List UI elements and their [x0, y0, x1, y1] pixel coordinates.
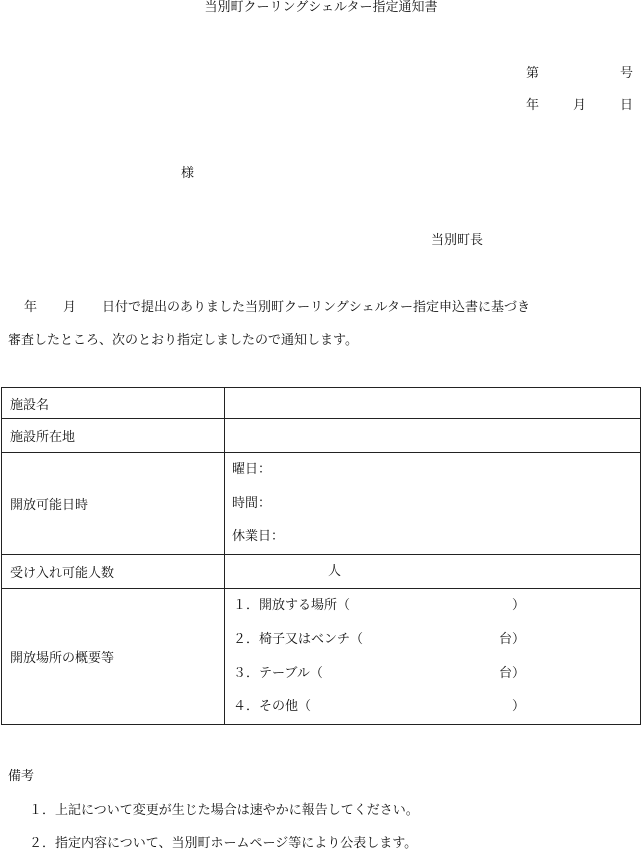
number-suffix: 号 — [620, 66, 634, 81]
date-day: 日 — [620, 98, 634, 113]
overview-item-close: ） — [512, 598, 526, 614]
overview-item-text: ４．その他（ — [233, 699, 312, 715]
document-title: 当別町クーリングシェルター指定通知書 — [204, 0, 438, 15]
facility-address-label: 施設所在地 — [2, 419, 225, 453]
overview-item-text: ３．テーブル（ — [233, 665, 323, 681]
body-line-2: 審査したところ、次のとおり指定しましたので通知します。 — [8, 333, 358, 348]
designation-table — [1, 387, 641, 725]
number-prefix: 第 — [526, 66, 540, 81]
overview-item-1 — [225, 589, 640, 623]
capacity-label: 受け入れ可能人数 — [2, 554, 225, 589]
overview-value — [225, 589, 641, 724]
body-line-1: 年 月 日付で提出のありました当別町クーリングシェルター指定申込書に基づき — [24, 300, 530, 315]
overview-label: 開放場所の概要等 — [2, 589, 225, 724]
weekday-line: 曜日： — [232, 462, 272, 477]
table-row — [2, 554, 641, 589]
overview-item-close: 台） — [499, 665, 526, 681]
closed-day-line: 休業日： — [232, 529, 285, 545]
notes-heading: 備考 — [8, 769, 35, 784]
facility-address-value — [225, 419, 641, 453]
capacity-value — [225, 554, 641, 589]
open-hours-label: 開放可能日時 — [2, 453, 225, 555]
overview-item-text: ２．椅子又はベンチ（ — [233, 631, 364, 647]
overview-item-2 — [225, 623, 640, 657]
overview-item-text: １．開放する場所（ — [233, 598, 351, 614]
overview-item-4 — [225, 690, 640, 724]
date-month: 月 — [573, 98, 587, 113]
overview-item-close: ） — [512, 699, 526, 715]
facility-name-label: 施設名 — [2, 388, 225, 419]
table-row — [2, 388, 641, 419]
note-item-2: ２．指定内容について、当別町ホームページ等により公表します。 — [29, 836, 418, 851]
overview-item-3 — [225, 657, 640, 691]
facility-name-value — [225, 388, 641, 419]
open-hours-value — [225, 453, 641, 555]
table-row — [2, 419, 641, 453]
note-item-1: １．上記について変更が生じた場合は速やかに報告してください。 — [29, 803, 419, 818]
issuer: 当別町長 — [431, 233, 484, 248]
date-year: 年 — [526, 98, 540, 113]
table-row — [2, 453, 641, 555]
table-row — [2, 589, 641, 724]
addressee-suffix: 様 — [181, 166, 195, 181]
time-line: 時間： — [232, 495, 272, 511]
overview-item-close: 台） — [499, 631, 526, 647]
capacity-unit: 人 — [328, 563, 342, 579]
